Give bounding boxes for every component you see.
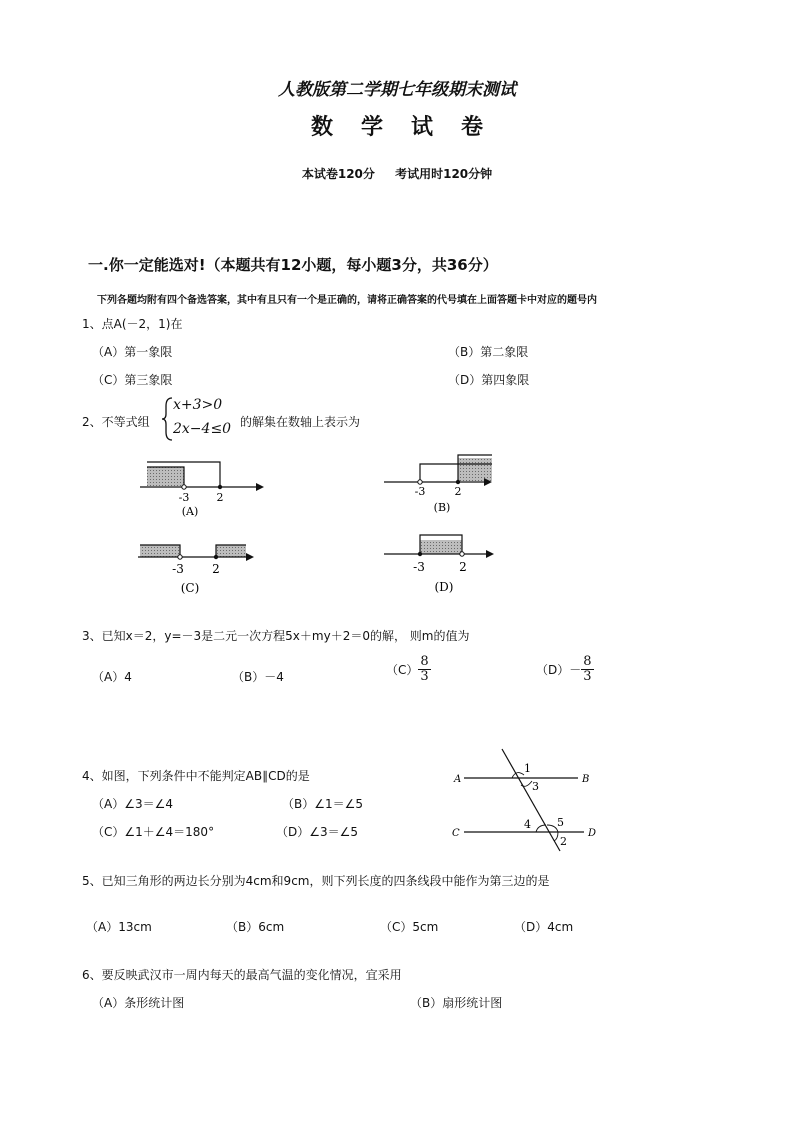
q6-option-a: （A）条形统计图 (92, 996, 185, 1010)
q5-option-b: （B）6cm (226, 920, 285, 934)
tick-label: 2 (454, 485, 462, 498)
q1-option-b: （B）第二象限 (448, 345, 529, 359)
q1-option-d: （D）第四象限 (448, 373, 530, 387)
q4-option-d: （D）∠3＝∠5 (276, 825, 359, 839)
label-a: A (454, 774, 462, 785)
q3-option-d (536, 655, 594, 685)
q2-figure-c (136, 535, 266, 601)
tick-label: -3 (178, 491, 190, 504)
angle-4: 4 (524, 818, 531, 831)
q3-option-b: （B）－4 (232, 670, 284, 684)
tick-label: 2 (212, 562, 220, 576)
tick-label: -3 (413, 560, 425, 574)
shaded-region (140, 545, 180, 557)
label-d: D (588, 828, 597, 839)
angle-3: 3 (532, 780, 539, 793)
q6-option-b: （B）扇形统计图 (410, 996, 503, 1010)
exam-title: 人教版第二学期七年级期末测试 (278, 80, 516, 100)
shaded-region (216, 545, 246, 557)
q4-figure (446, 745, 606, 855)
q2-stem-prefix: 2、不等式组 (82, 415, 150, 429)
arrow-icon (486, 550, 494, 558)
q2-stem-suffix: 的解集在数轴上表示为 (240, 415, 361, 429)
tick-label: -3 (414, 485, 426, 498)
fraction (581, 655, 593, 685)
tick-label: 2 (216, 491, 224, 504)
section-instruction: 下列各题均附有四个备选答案，其中有且只有一个是正确的，请将正确答案的代号填在上面答题卡中对应的题号内 (97, 295, 597, 306)
fraction-denominator: 3 (583, 669, 592, 685)
q1-stem: 1、点A(－2，1)在 (82, 317, 183, 331)
q2-figure-b (382, 450, 512, 516)
exam-subject: 数学试卷 (310, 115, 511, 140)
q4-stem: 4、如图，下列条件中不能判定AB∥CD的是 (82, 769, 310, 783)
section-heading: 一.你一定能选对!（本题共有12小题，每小题3分，共36分） (88, 256, 498, 274)
q5-stem: 5、已知三角形的两边长分别为4cm和9cm，则下列长度的四条线段中能作为第三边的是 (82, 874, 550, 888)
brace-icon (160, 396, 174, 442)
fraction-denominator: 3 (420, 669, 429, 685)
arrow-icon (246, 553, 254, 561)
q3-option-c-label: （C） (386, 663, 419, 678)
exam-info (0, 165, 794, 182)
shaded-region (420, 540, 462, 554)
q2-inequality-1: x+3>0 (173, 397, 223, 413)
angle-5: 5 (557, 816, 564, 829)
figure-label: (D) (434, 580, 454, 594)
q2-figure-a (138, 455, 268, 517)
q5-option-a: （A）13cm (86, 920, 152, 934)
tick-label: 2 (459, 560, 467, 574)
tick-label: -3 (172, 562, 184, 576)
q1-option-c: （C）第三象限 (92, 373, 173, 387)
total-score: 本试卷120分 (301, 167, 375, 181)
q6-stem: 6、要反映武汉市一周内每天的最高气温的变化情况，宜采用 (82, 968, 402, 982)
figure-label: (B) (433, 501, 451, 514)
fraction (418, 655, 430, 685)
q1-option-a: （A）第一象限 (92, 345, 173, 359)
fraction-numerator: 8 (583, 654, 592, 669)
transversal (502, 749, 560, 851)
q2-figure-d (382, 530, 512, 600)
q3-option-d-label: （D）－ (536, 663, 582, 678)
shaded-region (458, 458, 492, 481)
angle-2: 2 (560, 835, 567, 848)
q3-stem: 3、已知x＝2，y=－3是二元一次方程5x＋my＋2＝0的解， 则m的值为 (82, 629, 470, 643)
shaded-region (147, 467, 184, 486)
arrow-icon (256, 483, 264, 491)
exam-time: 考试用时120分钟 (395, 167, 493, 181)
q3-option-a: （A）4 (92, 670, 132, 684)
label-b: B (582, 774, 590, 785)
q2-inequality-2: 2x−4≤0 (173, 421, 232, 437)
label-c: C (452, 828, 460, 839)
q5-option-c: （C）5cm (380, 920, 439, 934)
angle-1: 1 (524, 762, 531, 775)
q5-option-d: （D）4cm (514, 920, 574, 934)
q3-option-c (386, 655, 431, 685)
q4-option-c: （C）∠1＋∠4＝180° (92, 825, 215, 839)
figure-label: (A) (181, 505, 199, 517)
q4-option-a: （A）∠3＝∠4 (92, 797, 173, 811)
figure-label: (C) (180, 581, 200, 595)
fraction-numerator: 8 (420, 654, 429, 669)
q4-option-b: （B）∠1＝∠5 (282, 797, 364, 811)
